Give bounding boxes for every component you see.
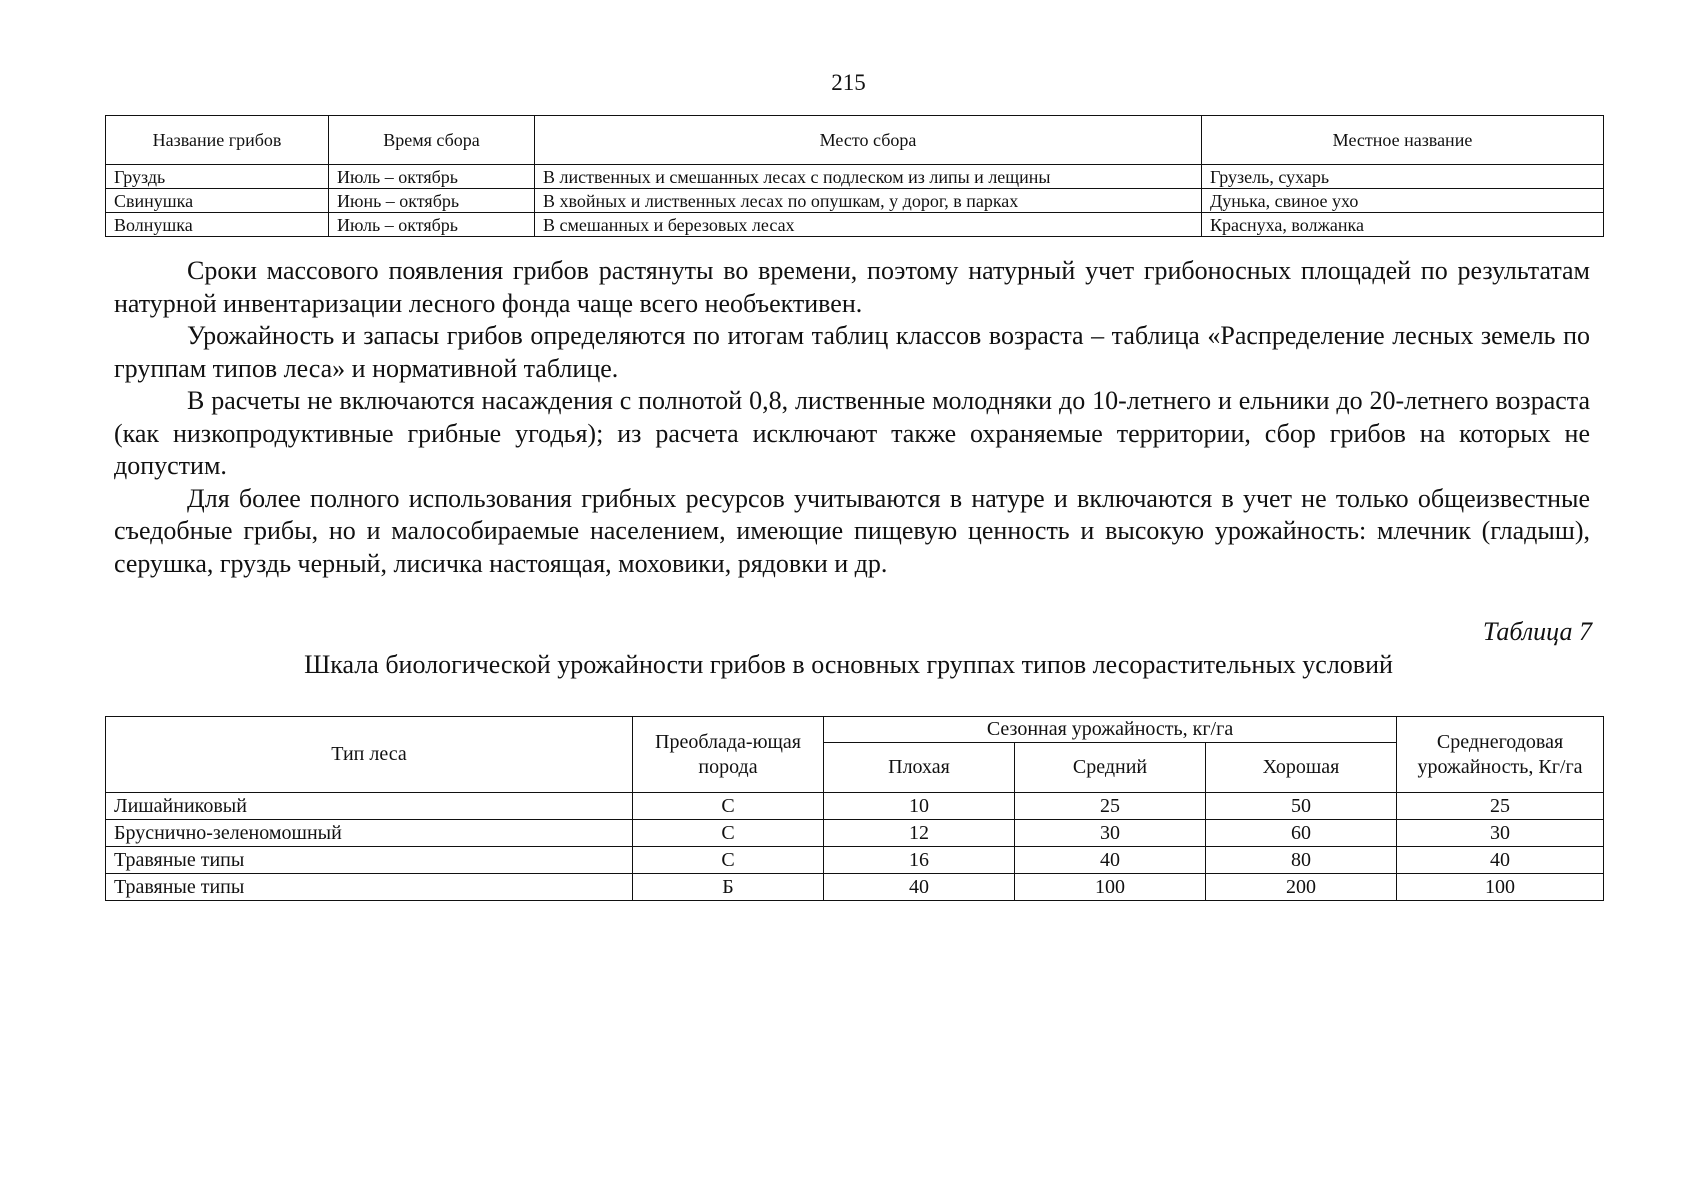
table-cell: 60	[1206, 820, 1397, 847]
table-cell: 40	[1397, 847, 1604, 874]
table-row	[106, 793, 1604, 820]
paragraph: Урожайность и запасы грибов определяются по итогам таблиц классов возраста – таблица «Распределение лесных земель по группам типов леса» и нормативной таблице.	[114, 321, 1590, 383]
column-header-local-name: Местное название	[1202, 116, 1604, 165]
table-cell: 40	[824, 874, 1015, 901]
table-cell: Травяные типы	[106, 874, 633, 901]
table-cell: Июль – октябрь	[329, 213, 535, 237]
table-row	[106, 189, 1604, 213]
column-header-place: Место сбора	[535, 116, 1202, 165]
table-cell: Б	[633, 874, 824, 901]
table-cell: В хвойных и лиственных лесах по опушкам, у дорог, в парках	[535, 189, 1202, 213]
table-cell: Краснуха, волжанка	[1202, 213, 1604, 237]
table-cell: 40	[1015, 847, 1206, 874]
table-cell: В лиственных и смешанных лесах с подлеском из липы и лещины	[535, 165, 1202, 189]
column-header-good: Хорошая	[1206, 743, 1397, 793]
mushroom-collection-table	[105, 115, 1604, 237]
yield-scale-table	[105, 716, 1604, 901]
column-header-seasonal-yield: Сезонная урожайность, кг/га	[824, 717, 1397, 743]
table-cell: Грузель, сухарь	[1202, 165, 1604, 189]
table-cell: 80	[1206, 847, 1397, 874]
column-header-time: Время сбора	[329, 116, 535, 165]
column-header-species: Преоблада-ющая порода	[633, 717, 824, 793]
table-cell: 30	[1015, 820, 1206, 847]
column-header-average-yield: Среднегодовая урожайность, Кг/га	[1397, 717, 1604, 793]
table-cell: С	[633, 793, 824, 820]
table-cell: Июнь – октябрь	[329, 189, 535, 213]
table-cell: 10	[824, 793, 1015, 820]
column-header-bad: Плохая	[824, 743, 1015, 793]
table-number: Таблица 7	[1482, 617, 1592, 646]
table-cell: Брусничнo-зеленомошный	[106, 820, 633, 847]
table-cell: Дунька, свиное ухо	[1202, 189, 1604, 213]
table-cell: 25	[1015, 793, 1206, 820]
table-cell: 50	[1206, 793, 1397, 820]
table-row	[106, 874, 1604, 901]
table-row	[106, 820, 1604, 847]
column-header-medium: Средний	[1015, 743, 1206, 793]
table-cell: С	[633, 820, 824, 847]
column-header-name: Название грибов	[106, 116, 329, 165]
table-cell: 100	[1015, 874, 1206, 901]
table-row	[106, 165, 1604, 189]
column-header-forest-type: Тип леса	[106, 717, 633, 793]
table-cell: В смешанных и березовых лесах	[535, 213, 1202, 237]
table-cell: 200	[1206, 874, 1397, 901]
table-header-row	[106, 717, 1604, 743]
table-cell: 25	[1397, 793, 1604, 820]
table-cell: Свинушка	[106, 189, 329, 213]
table-cell: Груздь	[106, 165, 329, 189]
table-title: Шкала биологической урожайности грибов в основных группах типов лесорастительных условий	[304, 650, 1393, 679]
table-cell: 30	[1397, 820, 1604, 847]
table-row	[106, 847, 1604, 874]
table-row	[106, 213, 1604, 237]
page-number: 215	[831, 70, 866, 95]
table-cell: С	[633, 847, 824, 874]
table-cell: 12	[824, 820, 1015, 847]
paragraph: Для более полного использования грибных ресурсов учитываются в натуре и включаются в учет не только общеизвестные съедобные грибы, но и малособираемые населением, имеющие пищевую ценность и высокую урожайность: млечник (гладыш), серушка, груздь черный, лисичка настоящая, моховики, рядовки и др.	[114, 483, 1590, 578]
table-cell: Лишайниковый	[106, 793, 633, 820]
table-cell: Волнушка	[106, 213, 329, 237]
paragraph: В расчеты не включаются насаждения с полнотой 0,8, лиственные молодняки до 10-летнего и ельники до 20-летнего возраста (как низкопродуктивные грибные угодья); из расчета исключают также охраняемые территории, сбор грибов на которых не допустим.	[114, 386, 1590, 480]
table-cell: Травяные типы	[106, 847, 633, 874]
table-header-row	[106, 116, 1604, 165]
table-cell: 16	[824, 847, 1015, 874]
body-text	[114, 255, 1590, 580]
table-cell: 100	[1397, 874, 1604, 901]
table-cell: Июль – октябрь	[329, 165, 535, 189]
paragraph: Сроки массового появления грибов растянуты во времени, поэтому натурный учет грибоносных площадей по результатам натурной инвентаризации лесного фонда чаще всего необъективен.	[114, 256, 1590, 318]
